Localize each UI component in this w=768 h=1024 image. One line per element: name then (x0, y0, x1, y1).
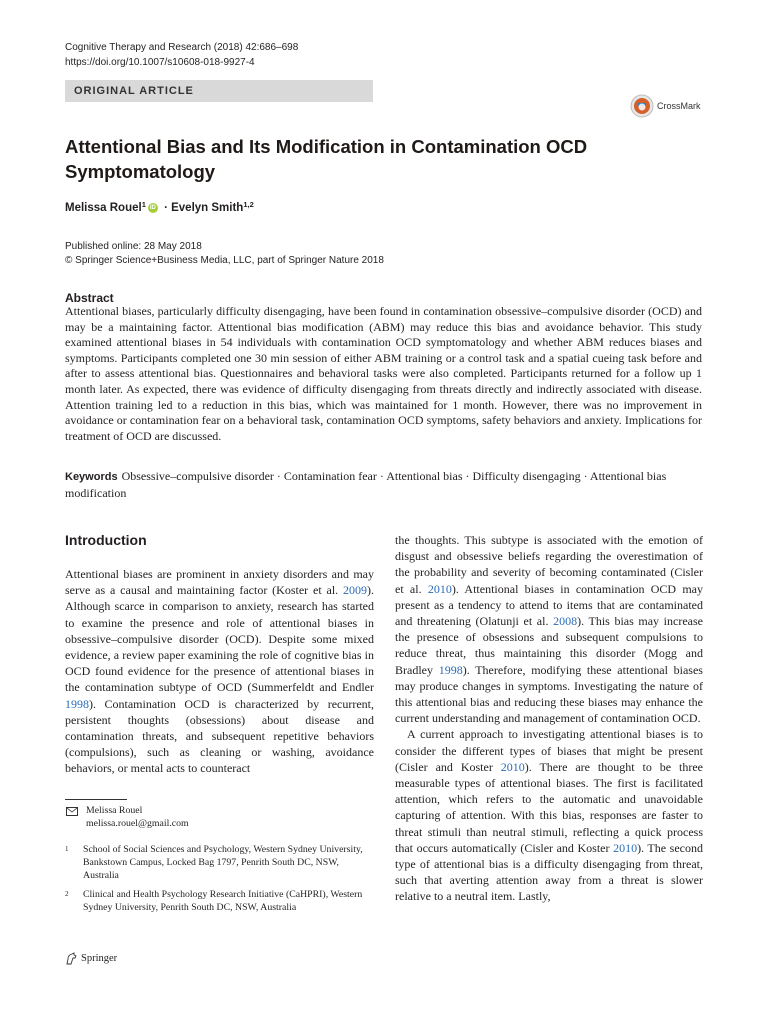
introduction-heading: Introduction (65, 532, 147, 548)
springer-horse-icon (65, 952, 77, 965)
abstract-text: Attentional biases, particularly difficulty disengaging, have been found in contamination obsessive–compulsive disorder (OCD) and may be a maintaining factor. Attentional bias modification (ABM) may reduce this bias and avoidance behavior. This study examined attentional biases in 54 individuals with contamination OCD symptomatology and whether ABM reduces biases and symptoms. Participants completed one 30 min session of either ABM training or a control task and a spatial cueing task before and after to assess attentional bias. Questionnaires and behavioral tasks were also completed. Participants returned for a follow up 1 month later. As expected, there was evidence of difficulty disengaging from threats directly and indirectly associated with disease. Attention training led to a reduction in this bias, which was maintained for 1 month. However, there was no improvement in avoidance or contamination fear on a behavioral task, contamination OCD symptoms, safety behaviors and anxiety. Implications for treatment of OCD are discussed. (65, 304, 702, 443)
published-date: Published online: 28 May 2018 (65, 241, 202, 252)
author-affiliation-mark: 1,2 (243, 199, 254, 209)
affiliation-number: 2 (65, 890, 69, 898)
body-text: ). Attentional biases in contamination OCD may present as a tendency to attend to items that are contaminated and threatening (Olatunji et al. (395, 581, 703, 629)
article-title: Attentional Bias and Its Modification in Contamination OCD Symptomatology (65, 136, 588, 182)
contact-email[interactable]: melissa.rouel@gmail.com (86, 818, 189, 829)
body-text: A current approach to investigating attentional biases is to consider the different types of biases that might be present (Cisler and Koster (395, 727, 703, 774)
keywords-label: Keywords (65, 471, 118, 483)
body-text: ). The second type of attentional bias is a difficulty disengaging from threat, such that averting attention away from a threat is slower relative to a neutral item. Lastly, (395, 840, 703, 904)
author-name[interactable]: Melissa Rouel (65, 202, 142, 214)
body-text: ). Contamination OCD is characterized by recurrent, persistent thoughts (obsessions) about disease and contamination threats, and subsequent repetitive behaviors (compulsions), such as cleaning or washing, avoidance behaviors, or mental acts to counteract (65, 696, 374, 776)
crossmark-icon (630, 94, 654, 118)
contact-name: Melissa Rouel (86, 805, 143, 816)
affiliation-text: School of Social Sciences and Psychology, Western Sydney University, Bankstown Campus, Locked Bag 1797, Penrith South DC, NSW, Australia (83, 844, 363, 881)
body-text: the thoughts. This subtype is associated with the emotion of disgust and obsessive beliefs regarding the overestimation of the probability and severity of becoming contaminated (Cisler et al. (395, 533, 703, 596)
citation-link[interactable]: 2010 (500, 759, 525, 774)
body-paragraph (65, 566, 374, 777)
author-line (65, 199, 254, 214)
body-text: ). Although scarce in comparison to anxiety, research has started to examine the presence and role of attentional biases in obsessive–compulsive disorder (OCD). Despite some mixed evidence, a review paper examining the role of cognitive bias in OCD found evidence for the presence of attentional biases in the contamination subtype of OCD (Summerfeldt and Endler (65, 583, 374, 695)
body-text: ). Therefore, modifying these attentional biases may produce changes in symptoms. Investigating the nature of this attentional bias and reducing these biases may enhance the current understanding and management of contamination OCD. (395, 662, 703, 726)
citation-link[interactable]: 1998 (65, 696, 89, 711)
keywords-text: Obsessive–compulsive disorder · Contamination fear · Attentional bias · Difficulty disengaging · Attentional bias modification (65, 469, 667, 500)
affiliation-text: Clinical and Health Psychology Research Initiative (CaHPRI), Western Sydney University, Penrith South DC, NSW, Australia (83, 889, 363, 913)
citation-link[interactable]: 2010 (427, 581, 452, 596)
body-paragraph (395, 532, 703, 726)
body-paragraph (395, 726, 703, 904)
journal-header (65, 40, 298, 70)
author-separator: · (160, 202, 172, 214)
affiliation-number: 1 (65, 845, 69, 853)
doi-link[interactable]: https://doi.org/10.1007/s10608-018-9927-4 (65, 57, 255, 68)
article-type-banner: ORIGINAL ARTICLE (65, 80, 373, 102)
body-text: ). There are thought to be three measurable types of attentional biases. The first is facilitated attention, which refers to the automatic and unavoidable capturing of attention. With this bias, responses are faster to threat stimuli than neutral stimuli, reflecting a quick process that occurs automatically (Cisler and Koster (395, 759, 703, 855)
keywords (65, 468, 702, 501)
abstract-heading: Abstract (65, 291, 114, 305)
citation-link[interactable]: 2009 (343, 583, 367, 598)
citation-link[interactable]: 2010 (613, 840, 638, 855)
orcid-icon[interactable]: iD (149, 205, 156, 211)
citation-link[interactable]: 1998 (438, 662, 463, 677)
body-text: Attentional biases are prominent in anxiety disorders and may serve as a causal and maintaining factor (Koster et al. (65, 567, 374, 598)
crossmark-badge[interactable] (630, 94, 701, 118)
crossmark-label: CrossMark (657, 101, 701, 111)
author-affiliation-mark: 1 (141, 199, 146, 209)
publisher-name: Springer (81, 953, 118, 964)
citation-link[interactable]: 2008 (553, 614, 578, 629)
affiliation (65, 888, 363, 914)
body-text: ). This bias may increase the presence of obsessions and subsequent compulsions to reduce threat, thus maintaining this disorder (Mogg and Bradley (395, 614, 703, 677)
affiliation (65, 843, 363, 882)
author-name[interactable]: Evelyn Smith (171, 202, 244, 214)
journal-citation: Cognitive Therapy and Research (2018) 42:686–698 (65, 42, 299, 53)
publication-info (65, 240, 384, 268)
copyright-notice: © Springer Science+Business Media, LLC, part of Springer Nature 2018 (65, 255, 384, 266)
footnote-divider (65, 799, 127, 800)
publisher-footer (65, 952, 117, 965)
envelope-icon (66, 807, 78, 816)
corresponding-author (65, 804, 189, 830)
right-column (395, 532, 703, 905)
